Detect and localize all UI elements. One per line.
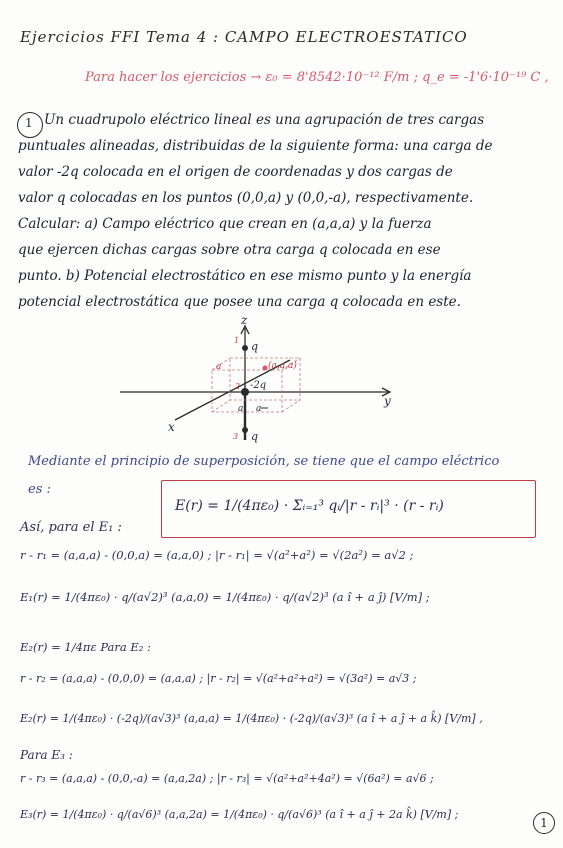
e2-displacement: r - r₂ = (a,a,a) - (0,0,0) = (a,a,a) ; |r - r₂| = √(a²+a²+a²) = √(3a²) = a√3 ; bbox=[20, 672, 417, 685]
charge-index-3: 3 bbox=[233, 432, 239, 441]
e2-field-equation: E₂(r) = 1/(4πε₀) · (-2q)/(a√3)³ (a,a,a) = 1/(4πε₀) · (-2q)/(a√3)³ (a î + a ĵ + a k̂) [V/m] , bbox=[20, 712, 483, 725]
z-axis-label: z bbox=[241, 313, 248, 327]
e1-displacement: r - r₁ = (a,a,a) - (0,0,a) = (a,a,0) ; |r - r₁| = √(a²+a²) = √(2a²) = a√2 ; bbox=[20, 548, 414, 562]
problem-line-2: puntuales alineadas, distribuidas de la siguiente forma: una carga de bbox=[18, 138, 493, 154]
x-axis-label: x bbox=[168, 420, 175, 434]
e1-field-equation: E₁(r) = 1/(4πε₀) · q/(a√2)³ (a,a,0) = 1/(4πε₀) · q/(a√2)³ (a î + a ĵ) [V/m] ; bbox=[20, 590, 430, 604]
center-charge-dot bbox=[241, 388, 249, 396]
field-point-dot bbox=[263, 366, 268, 371]
cube-a-label: a bbox=[216, 362, 222, 372]
bottom-charge-label: q bbox=[251, 430, 259, 443]
problem-line-7: punto. b) Potencial electrostático en ese mismo punto y la energía bbox=[18, 268, 472, 284]
problem-line-8: potencial electrostática que posee una carga q colocada en este. bbox=[18, 294, 461, 310]
problem-line-3: valor -2q colocada en el origen de coordenadas y dos cargas de bbox=[18, 164, 453, 180]
field-point-label: (a,a,a) bbox=[268, 361, 297, 371]
e3-displacement: r - r₃ = (a,a,a) - (0,0,-a) = (a,a,2a) ; |r - r₃| = √(a²+a²+4a²) = √(6a²) = a√6 ; bbox=[20, 772, 434, 785]
problem-line-5: Calcular: a) Campo eléctrico que crean en (a,a,a) y la fuerza bbox=[18, 216, 432, 232]
top-charge-dot bbox=[242, 345, 248, 351]
constants-note: Para hacer los ejercicios → ε₀ = 8'8542·10⁻¹² F/m ; q_e = -1'6·10⁻¹⁹ C , bbox=[85, 70, 549, 85]
distance-a-label: a bbox=[256, 404, 262, 414]
top-charge-label: q bbox=[251, 340, 259, 353]
solution-intro-2: es : bbox=[28, 482, 51, 497]
problem-line-6: que ejercen dichas cargas sobre otra carga q colocada en ese bbox=[18, 242, 441, 258]
charge-index-1: 1 bbox=[234, 336, 240, 345]
for-e2-heading: E₂(r) = 1/4πε Para E₂ : bbox=[20, 640, 151, 654]
e3-field-equation: E₃(r) = 1/(4πε₀) · q/(a√6)³ (a,a,2a) = 1/(4πε₀) · q/(a√6)³ (a î + a ĵ + 2a k̂) [V/m] ; bbox=[20, 808, 459, 821]
page-title: Ejercicios FFI Tema 4 : CAMPO ELECTROESTATICO bbox=[20, 28, 468, 46]
y-axis-label: y bbox=[384, 394, 391, 408]
for-e1-heading: Así, para el E₁ : bbox=[20, 520, 122, 535]
for-e3-heading: Para E₃ : bbox=[20, 748, 73, 762]
problem-line-1: Un cuadrupolo eléctrico lineal es una agrupación de tres cargas bbox=[44, 112, 485, 128]
charge-index-2: 2 bbox=[235, 382, 241, 391]
problem-line-4: valor q colocadas en los puntos (0,0,a) y (0,0,-a), respectivamente. bbox=[18, 190, 474, 206]
distance-a-label-2: a bbox=[238, 404, 244, 414]
solution-intro-1: Mediante el principio de superposición, se tiene que el campo eléctrico bbox=[28, 454, 500, 469]
page-number: 1 bbox=[533, 812, 555, 834]
problem-number: 1 bbox=[25, 116, 33, 130]
main-equation: E(r) = 1/(4πε₀) · Σᵢ₌₁³ qᵢ/|r - rᵢ|³ · (r - rᵢ) bbox=[175, 498, 444, 514]
center-charge-label: -2q bbox=[250, 380, 267, 391]
bottom-charge-dot bbox=[242, 427, 248, 433]
